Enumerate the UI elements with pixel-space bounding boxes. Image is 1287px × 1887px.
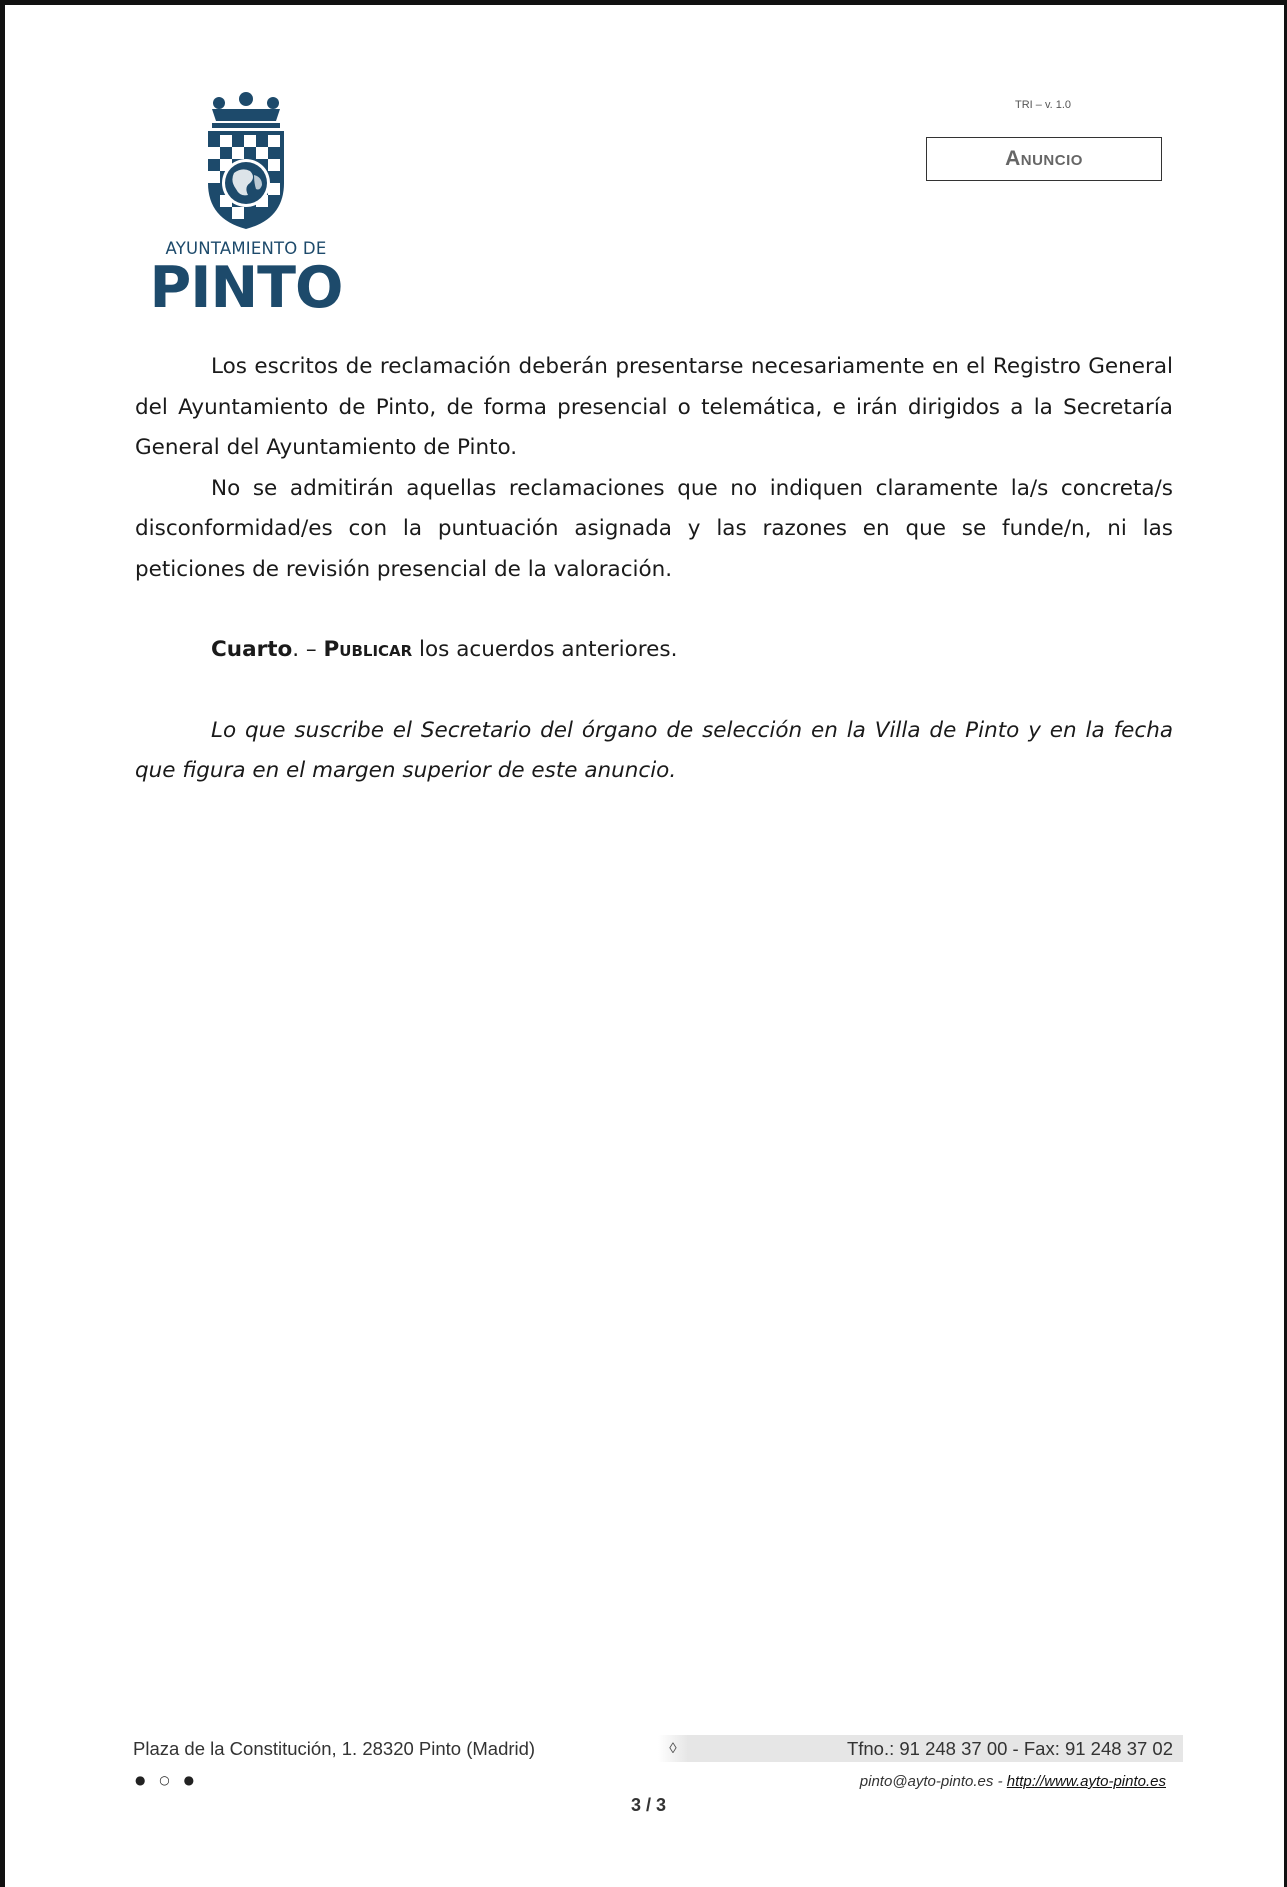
footer-address: Plaza de la Constitución, 1. 28320 Pinto (Madrid) [133, 1735, 658, 1762]
page-number: 3 / 3 [630, 1795, 667, 1815]
resolution-text: los acuerdos anteriores. [412, 637, 678, 662]
footer-dots: ● ○ ● [135, 1773, 200, 1787]
paragraph-admission: No se admitirán aquellas reclamaciones que no indiquen claramente la/s concreta/s disconformidad/es con la puntuación asignada y las razones en que se funde/n, ni las peticiones de revisión presencial de la valoración. [135, 475, 1173, 582]
diamond-icon: ◊ [658, 1735, 688, 1762]
resolution-label: Cuarto [211, 637, 293, 662]
logo-name: PINTO [149, 255, 343, 321]
footer-contact [860, 1773, 1166, 1790]
website-link[interactable]: http://www.ayto-pinto.es [1006, 1773, 1166, 1790]
contact-separator: - [993, 1773, 1007, 1790]
resolution-separator: . – [292, 637, 324, 662]
logo-subtitle: AYUNTAMIENTO DE [165, 239, 327, 258]
resolution-verb: Publicar [323, 637, 413, 662]
paragraph-signature: Lo que suscribe el Secretario del órgano de selección en la Villa de Pinto y en la fecha que figura en el margen superior de este anuncio. [135, 717, 1173, 783]
municipal-logo [143, 91, 349, 321]
email-link[interactable]: pinto@ayto-pinto.es [859, 1773, 994, 1790]
document-type-box: Anuncio [926, 137, 1162, 181]
coat-of-arms-icon [204, 91, 288, 231]
paragraph-registration: Los escritos de reclamación deberán presentarse necesariamente en el Registro General del Ayuntamiento de Pinto, de forma presencial o telemática, e irán dirigidos a la Secretaría General del Ayuntamiento de Pinto. [135, 354, 1173, 460]
version-label: TRI – v. 1.0 [1015, 99, 1072, 111]
footer-phone: Tfno.: 91 248 37 00 - Fax: 91 248 37 02 [688, 1735, 1183, 1762]
footer-bar [133, 1735, 1183, 1762]
paragraph-resolution [135, 630, 1173, 671]
document-body [135, 347, 1173, 792]
